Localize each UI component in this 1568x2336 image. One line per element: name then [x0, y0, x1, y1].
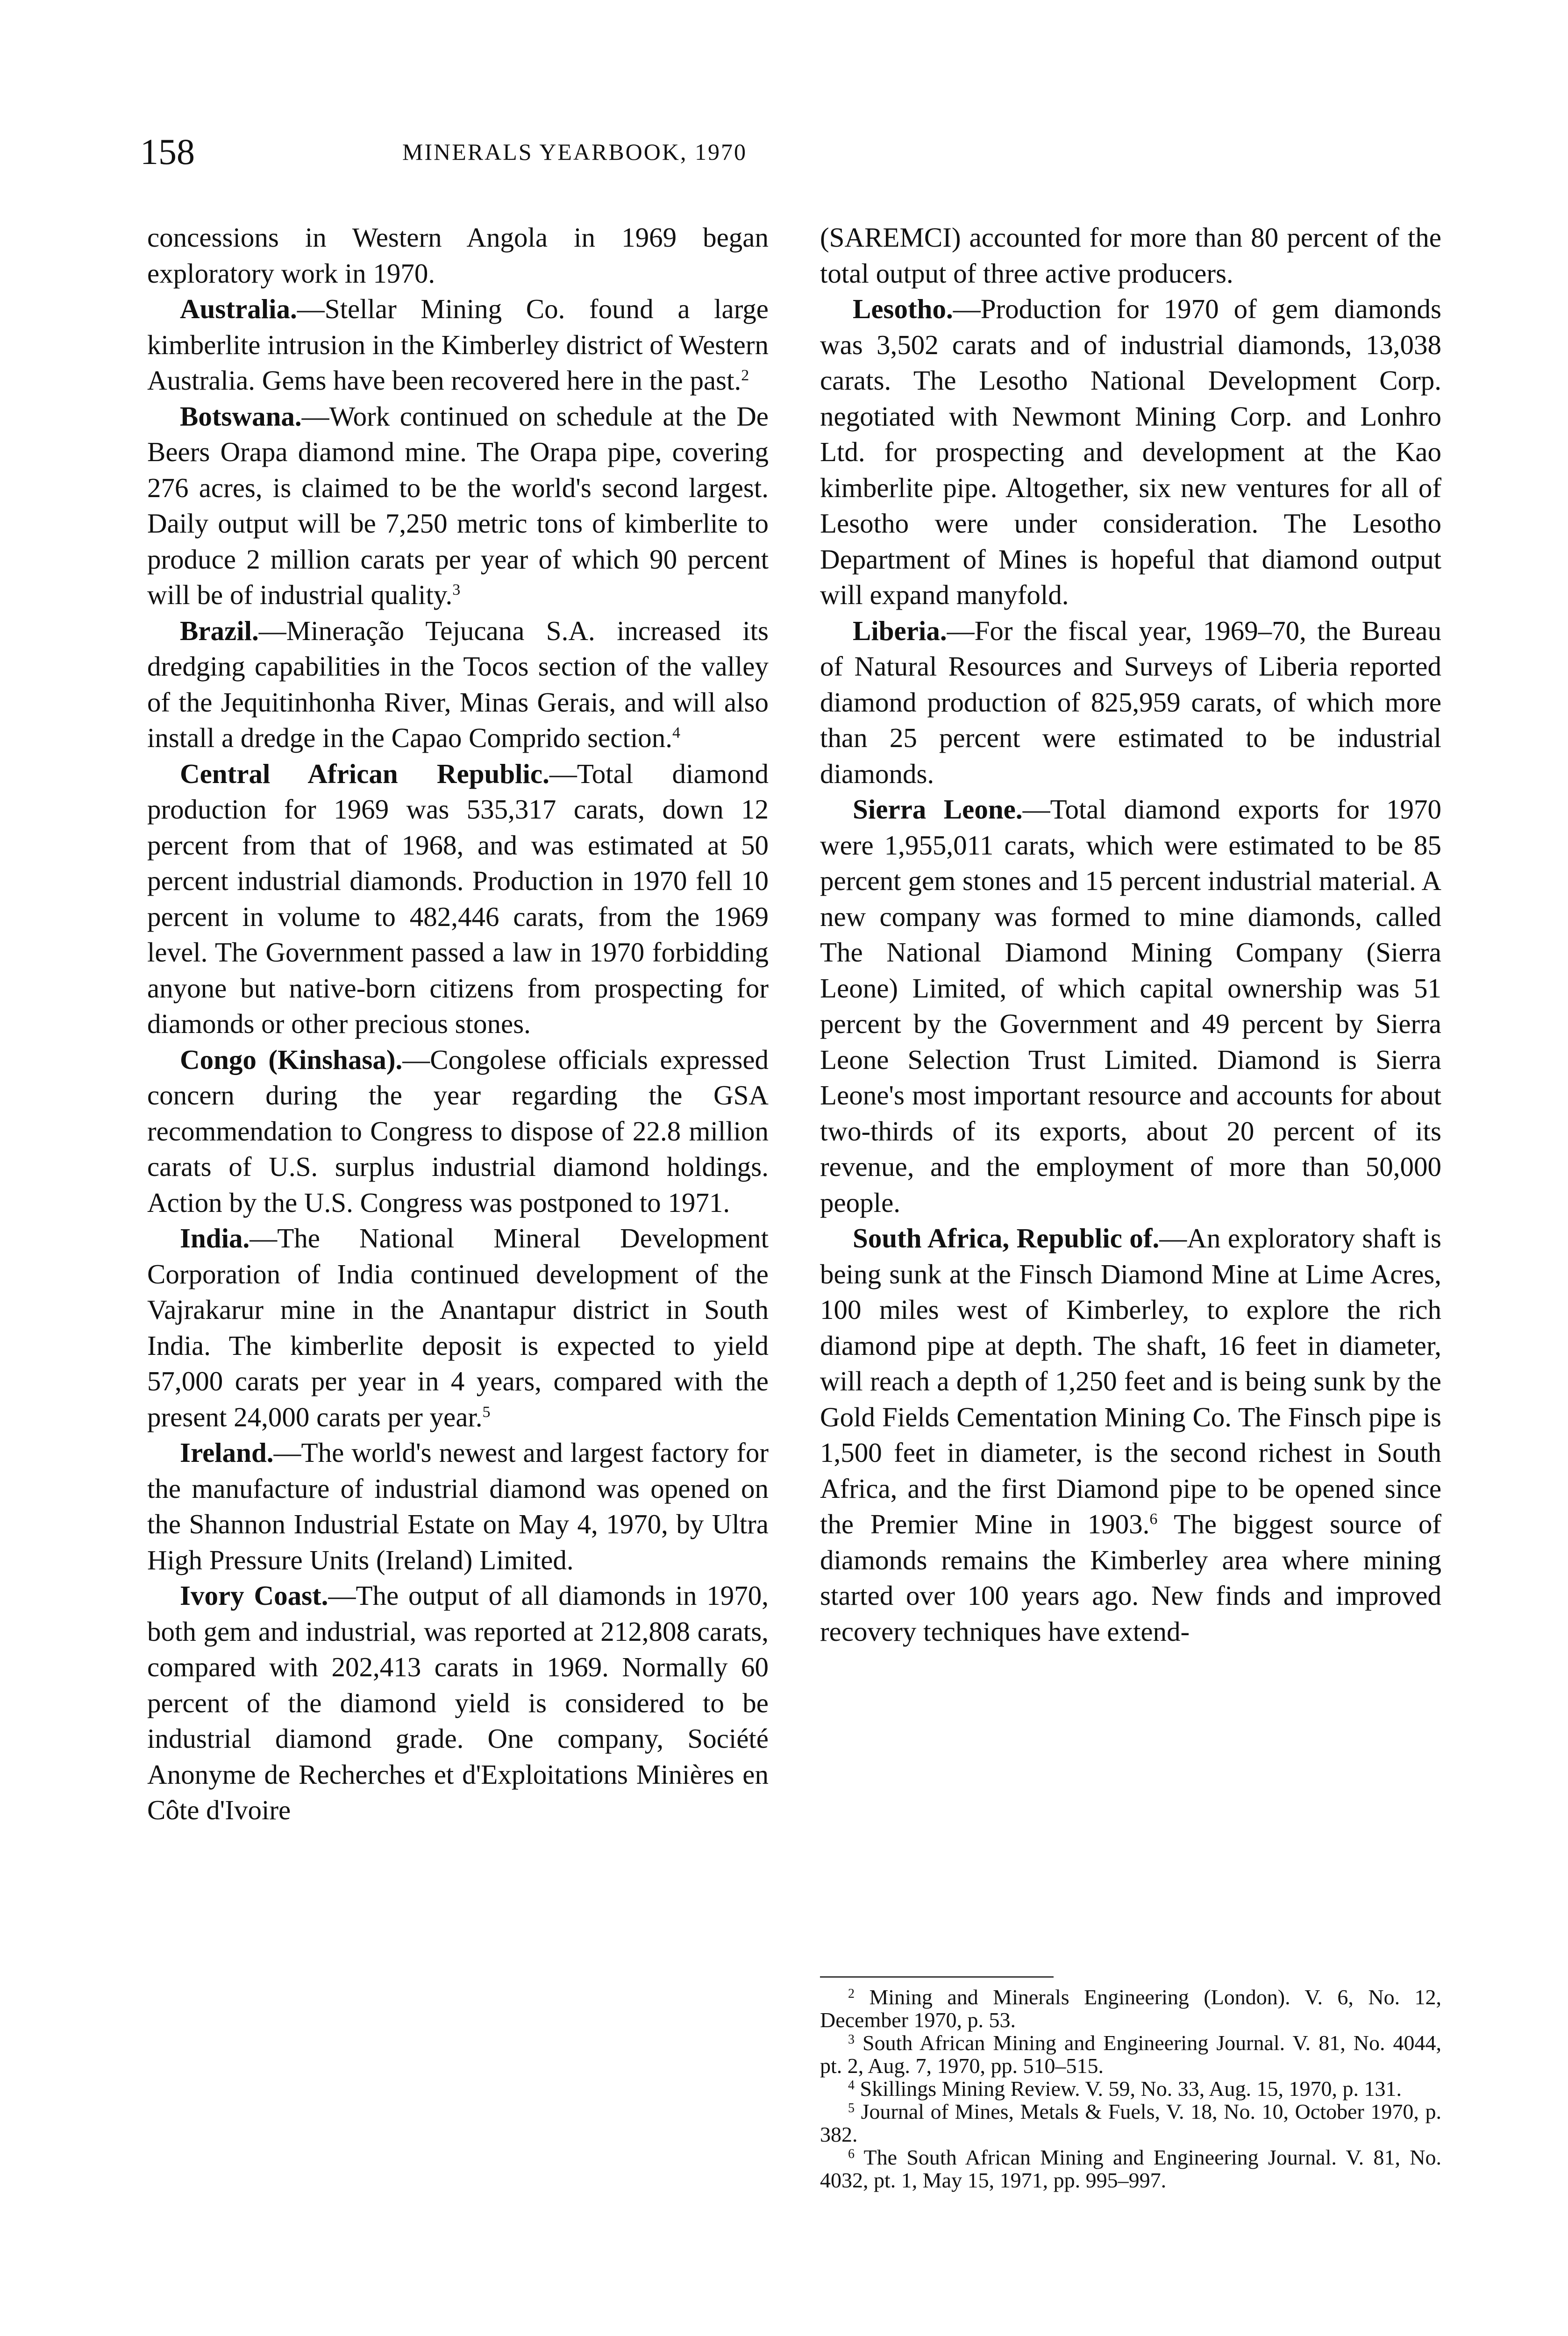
paragraph-liberia — [820, 613, 1441, 792]
footnote-divider — [820, 1976, 1054, 1978]
text-brazil: —Mineração Tejucana S.A. increased its dredging capabilities in the Tocos section of the valley of the Jequitinhonha River, Minas Gerais, and will also install a dredge in the Capao Comprido section. — [147, 615, 769, 753]
footnote-text: Journal of Mines, Metals & Fuels, V. 18, No. 10, October 1970, p. 382. — [820, 2100, 1442, 2146]
text-south-africa-tail: The biggest source of diamonds remains the Kimberley area where mining started over 100 years ago. New finds and improved recovery techniques have extend- — [820, 1509, 1441, 1647]
footnote-ref: 5 — [482, 1403, 491, 1421]
paragraph-ivory-coast — [147, 1578, 769, 1828]
heading-botswana: Botswana. — [180, 400, 302, 432]
footnote-ref: 3 — [452, 581, 461, 598]
text-lesotho: —Production for 1970 of gem diamonds was 3,502 carats and of industrial diamonds, 13,038 carats. The Lesotho National Development Corp. negotiated with Newmont Mining Corp. and Lonhro Ltd. for prospecting and development at the Kao kimberlite pipe. Altogether, six new ventures for all of Lesotho were under consideration. The Lesotho Department of Mines is hopeful that diamond output will expand manyfold. — [820, 293, 1441, 610]
paragraph-congo — [147, 1042, 769, 1221]
footnote-ref: 2 — [741, 367, 749, 384]
ivory-coast-continuation: (SAREMCI) accounted for more than 80 percent of the total output of three active producers. — [820, 222, 1441, 289]
footnote-ref: 6 — [1149, 1510, 1158, 1528]
paragraph-india — [147, 1220, 769, 1435]
heading-central-african-republic: Central African Republic. — [180, 758, 549, 789]
footnote-text: Skillings Mining Review. V. 59, No. 33, Aug. 15, 1970, p. 131. — [860, 2077, 1402, 2101]
heading-congo: Congo (Kinshasa). — [180, 1044, 403, 1075]
footnote — [820, 2100, 1441, 2146]
heading-ivory-coast: Ivory Coast. — [180, 1580, 328, 1611]
paragraph-south-africa — [820, 1220, 1441, 1649]
paragraph-sierra-leone — [820, 791, 1441, 1220]
heading-sierra-leone: Sierra Leone. — [853, 794, 1023, 825]
left-column — [147, 220, 769, 1828]
page-number: 158 — [140, 131, 195, 172]
heading-india: India. — [180, 1223, 250, 1253]
right-column — [820, 220, 1441, 1649]
footnote — [820, 2146, 1441, 2192]
text-sierra-leone: —Total diamond exports for 1970 were 1,955,011 carats, which were estimated to be 85 percent gem stones and 15 percent industrial material. A new company was formed to mine diamonds, called The National Diamond Mining Company (Sierra Leone) Limited, of which capital ownership was 51 percent by the Government and 49 percent by Sierra Leone Selection Trust Limited. Diamond is Sierra Leone's most important resource and accounts for about two-thirds of its exports, about 20 percent of its revenue, and the employment of more than 50,000 people. — [820, 794, 1441, 1218]
heading-ireland: Ireland. — [180, 1437, 274, 1468]
text-australia: —Stellar Mining Co. found a large kimberlite intrusion in the Kimberley district of Western Australia. Gems have been recovered here in the past. — [147, 293, 769, 396]
text-ivory-coast: —The output of all diamonds in 1970, both gem and industrial, was reported at 212,808 carats, compared with 202,413 carats in 1969. Normally 60 percent of the diamond yield is considered to be industrial diamond grade. One company, Société Anonyme de Recherches et d'Exploitations Minières en Côte d'Ivoire — [147, 1580, 769, 1825]
paragraph-lesotho — [820, 291, 1441, 613]
text-liberia: —For the fiscal year, 1969–70, the Bureau of Natural Resources and Surveys of Liberia reported diamond production of 825,959 carats, of which more than 25 percent were estimated to be industrial diamonds. — [820, 615, 1441, 789]
page-header — [140, 126, 1005, 178]
angola-continuation: concessions in Western Angola in 1969 began exploratory work in 1970. — [147, 222, 769, 289]
text-ireland: —The world's newest and largest factory for the manufacture of industrial diamond was opened on the Shannon Industrial Estate on May 4, 1970, by Ultra High Pressure Units (Ireland) Limited. — [147, 1437, 769, 1575]
running-title: MINERALS YEARBOOK, 1970 — [402, 139, 747, 165]
footnote-ref: 4 — [672, 724, 681, 741]
footnote-text: Mining and Minerals Engineering (London). V. 6, No. 12, December 1970, p. 53. — [820, 1985, 1442, 2032]
paragraph-central-african-republic — [147, 756, 769, 1042]
heading-liberia: Liberia. — [853, 615, 947, 646]
footnote-number: 6 — [848, 2147, 855, 2161]
paragraph-brazil — [147, 613, 769, 756]
heading-australia: Australia. — [180, 293, 297, 324]
text-botswana: —Work continued on schedule at the De Beers Orapa diamond mine. The Orapa pipe, covering 276 acres, is claimed to be the world's second largest. Daily output will be 7,250 metric tons of kimberlite to produce 2 million carats per year of which 90 percent will be of industrial quality. — [147, 400, 769, 610]
heading-brazil: Brazil. — [180, 615, 259, 646]
paragraph-botswana — [147, 399, 769, 613]
footnotes — [820, 1986, 1441, 2192]
footnote-text: South African Mining and Engineering Journal. V. 81, No. 4044, pt. 2, Aug. 7, 1970, pp. 510–515. — [820, 2031, 1441, 2078]
text-south-africa: —An exploratory shaft is being sunk at the Finsch Diamond Mine at Lime Acres, 100 miles west of Kimberley, to explore the rich diamond pipe at depth. The shaft, 16 feet in diameter, will reach a depth of 1,250 feet and is being sunk by the Gold Fields Cementation Mining Co. The Finsch pipe is 1,500 feet in diameter, is the second richest in South Africa, and the first Diamond pipe to be opened since the Premier Mine in 1903. — [820, 1223, 1441, 1539]
paragraph-ireland — [147, 1435, 769, 1578]
footnote — [820, 1986, 1441, 2031]
footnote-number: 3 — [848, 2032, 855, 2047]
text-congo: —Congolese officials expressed concern during the year regarding the GSA recommendation to Congress to dispose of 22.8 million carats of U.S. surplus industrial diamond holdings. Action by the U.S. Congress was postponed to 1971. — [147, 1044, 769, 1218]
heading-south-africa: South Africa, Republic of. — [853, 1223, 1160, 1253]
footnote — [820, 2031, 1441, 2077]
text-central-african-republic: —Total diamond production for 1969 was 535,317 carats, down 12 percent from that of 1968, and was estimated at 50 percent industrial diamonds. Production in 1970 fell 10 percent in volume to 482,446 carats, from the 1969 level. The Government passed a law in 1970 forbidding anyone but native-born citizens from prospecting for diamonds or other precious stones. — [147, 758, 769, 1039]
text-india: —The National Mineral Development Corporation of India continued development of the Vajrakarur mine in the Anantapur district in South India. The kimberlite deposit is expected to yield 57,000 carats per year in 4 years, compared with the present 24,000 carats per year. — [147, 1223, 769, 1432]
paragraph-australia — [147, 291, 769, 399]
footnote-text: The South African Mining and Engineering Journal. V. 81, No. 4032, pt. 1, May 15, 1971, pp. 995–997. — [820, 2145, 1441, 2192]
footnote-number: 2 — [848, 1987, 855, 2001]
heading-lesotho: Lesotho. — [853, 293, 953, 324]
footnote-number: 5 — [848, 2101, 855, 2115]
footnote — [820, 2077, 1441, 2100]
footnote-number: 4 — [848, 2078, 855, 2093]
